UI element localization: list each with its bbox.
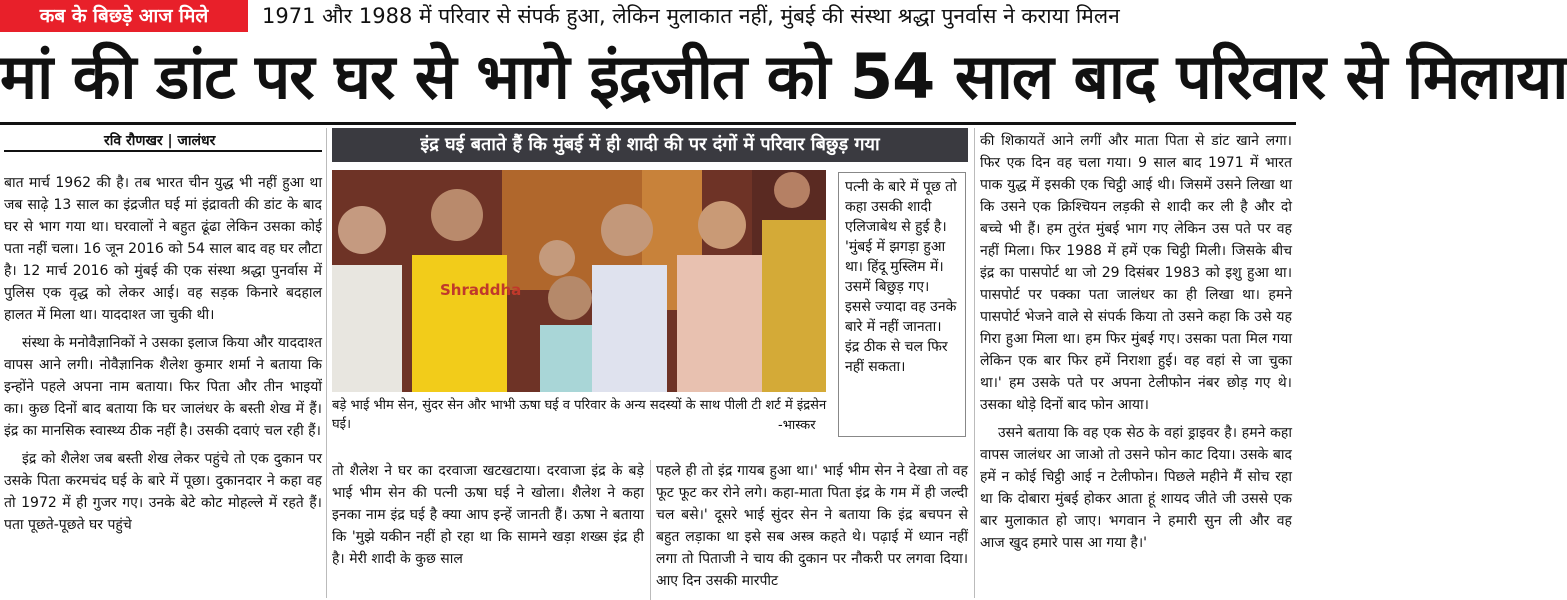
column-divider [650,460,651,600]
bottom-paragraph: तो शैलेश ने घर का दरवाजा खटखटाया। दरवाजा इंद्र के बड़े भाई भीम सेन की पत्नी ऊषा घई ने खोला। शैलेश ने कहा इनका नाम इंद्र घई है क्या आप इन्हें जानती हैं। ऊषा ने बताया कि 'मुझे यकीन नहीं हो रहा था कि सामने खड़ा शख्स इंद्र ही है। मेरी शादी के कुछ साल [332,463,644,567]
bottom-paragraph: पहले ही तो इंद्र गायब हुआ था।' भाई भीम सेन ने देखा तो वह फूट फूट कर रोने लगे। कहा-माता पिता इंद्र के गम में ही जल्दी चल बसे।' दूसरे भाई सुंदर सेन ने बताया कि इंद्र बचपन से बहुत लड़ाका था इसे सब अस्त्र कहते थे। पढ़ाई में ध्यान नहीं लगा तो पिताजी ने चाय की दुकान पर नौकरी पर लगवा दिया। आए दिन उसकी मारपीट [656,463,968,589]
column-divider [974,128,975,598]
left-paragraph: इंद्र को शैलेश जब बस्ती शेख लेकर पहुंचे तो एक दुकान पर उसके पिता करमचंद घई के बारे में पूछा। दुकानदार ने कहा वह तो 1972 में ही गुजर गए। उनके बेटे कोट मोहल्ले में रहते हैं। पता पूछते-पूछते घर पहुंचे [4,451,322,533]
photo-caption: बड़े भाई भीम सेन, सुंदर सेन और भाभी ऊषा घई व परिवार के अन्य सदस्यों के साथ पीली टी शर्ट में इंद्रसेन घई। [332,398,827,432]
family-photo [332,170,826,392]
photo-sidebox: पत्नी के बारे में पूछ तो कहा उसकी शादी एलिजाबेथ से हुई है। 'मुंबई में झगड़ा हुआ था। हिंदू मुस्लिम में। उसमें बिछुड़ गए। इससे ज्यादा वह उनके बारे में नहीं जानता। इंद्र ठीक से चल फिर नहीं सकता। [838,172,966,437]
right-paragraph: की शिकायतें आने लगीं और माता पिता से डांट खाने लगा। फिर एक दिन वह चला गया। 9 साल बाद 1971 में भारत पाक युद्ध में इसकी एक चिट्ठी आई थी। जिसमें उसने लिखा था कि उसने एक क्रिश्चियन लड़की से शादी कर ली है और दो बच्चे भी हैं। हम तुरंत मुंबई भाग गए लेकिन उस पते पर वह नहीं मिला। फिर 1988 में हमें एक चिट्ठी मिली। जिसके बीच इंद्र का पासपोर्ट था जो 29 दिसंबर 1983 को इशु हुआ था। पासपोर्ट पर पक्का पता जालंधर का ही लिखा था। हमने पासपोर्ट भेजने वाले से संपर्क किया तो उसने कहा कि उसे यह गिरा हुआ मिला था। हम फिर मुंबई गए। उसका पता मिल गया लेकिन एक बार फिर हमें निराशा हुई। वह वहां से जा चुका था।' हम उसके पते पर अपना टेलीफोन नंबर छोड़ गए थे। उसका थोड़े दिनों बाद फोन आया। [980,133,1292,413]
shirt-logo-text: Shraddha [440,281,522,299]
right-column [980,130,1292,598]
column-divider [326,128,327,598]
photo-banner: इंद्र घई बताते हैं कि मुंबई में ही शादी की पर दंगों में परिवार बिछुड़ गया [332,128,968,162]
photo-credit: -भास्कर [778,418,816,433]
headline-rule [0,122,1296,125]
left-column [4,150,322,598]
kicker-line: 1971 और 1988 में परिवार से संपर्क हुआ, लेकिन मुलाकात नहीं, मुंबई की संस्था श्रद्धा पुनर्वास ने कराया मिलन [262,4,1120,28]
headline: मां की डांट पर घर से भागे इंद्रजीत को 54 साल बाद परिवार से मिलाया [0,40,1567,113]
byline: रवि रौणखर | जालंधर [104,133,216,149]
left-paragraph: संस्था के मनोवैज्ञानिकों ने उसका इलाज किया और याददाश्त वापस आने लगी। नोवैज्ञानिक शैलेश कुमार शर्मा ने बताया कि इन्होंने पहले अपना नाम बताया। फिर पिता और तीन भाइयों का। कुछ दिनों बाद बताया कि घर जालंधर के बस्ती शेख में हैं। इंद्र का मानसिक स्वास्थ्य ठीक नहीं है। उसकी दवाएं चल रही हैं। [4,335,322,439]
section-tag: कब के बिछड़े आज मिले [0,0,248,32]
left-paragraph: बात मार्च 1962 की है। तब भारत चीन युद्ध भी नहीं हुआ था जब साढ़े 13 साल का इंद्रजीत घई मां इंद्रावती की डांट के बाद घर से भाग गया था। घरवालों ने बहुत ढूंढा लेकिन उसका कोई पता नहीं चला। 16 जून 2016 को 54 साल बाद वह घर लौटा है। 12 मार्च 2016 को मुंबई की एक संस्था श्रद्धा पुनर्वास में पुलिस एक वृद्ध को लेकर आई। वह सड़क किनारे बदहाल हालत में मिला था। याददाश्त जा चुकी थी। [4,175,322,323]
bottom-column-2 [656,460,968,600]
right-paragraph: उसने बताया कि वह एक सेठ के वहां ड्राइवर है। हमने कहा वापस जालंधर आ जाओ तो उसने फोन काट दिया। उसके बाद हमें न कोई चिट्ठी आई न टेलीफोन। पिछले महीने मैं सोच रहा था कि दोबारा मुंबई होकर आता हूं शायद जीते जी उससे एक बार मुलाकात हो जाए। भगवान ने हमारी सुन ली और वह आज खुद हमारे पास आ गया है।' [980,425,1292,551]
bottom-column-1 [332,460,644,600]
